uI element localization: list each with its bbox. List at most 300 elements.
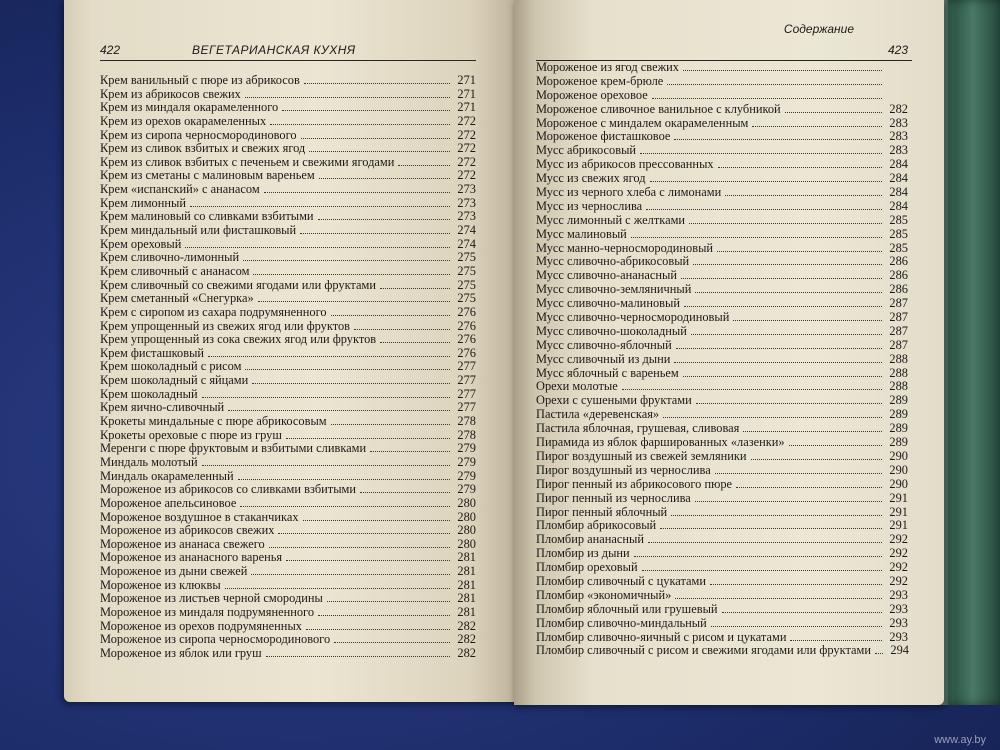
toc-dot-leader xyxy=(689,223,882,224)
toc-entry-title: Пирог пенный яблочный xyxy=(536,504,668,519)
toc-entry-page: 279 xyxy=(457,482,476,497)
toc-dot-leader xyxy=(693,264,882,265)
toc-entry-page: 280 xyxy=(457,523,476,538)
toc-entry-title: Крем сливочный со свежими ягодами или фруктами xyxy=(100,277,376,292)
toc-entry-title: Крокеты миндальные с пюре абрикосовым xyxy=(100,414,327,429)
toc-entry xyxy=(536,631,908,645)
toc-entry-title: Мороженое воздушное в стаканчиках xyxy=(100,509,299,524)
toc-entry xyxy=(100,374,476,388)
toc-entry-title: Мусс из абрикосов прессованных xyxy=(536,157,714,172)
toc-entry-title: Крем сливочный с ананасом xyxy=(100,263,250,278)
toc-entry xyxy=(536,450,908,464)
toc-dot-leader xyxy=(667,84,882,85)
toc-entry-title: Крем из миндаля окарамеленного xyxy=(100,100,279,115)
toc-entry-page: 287 xyxy=(889,310,908,325)
toc-entry-title: Миндаль окарамеленный xyxy=(100,468,234,483)
toc-entry-page: 282 xyxy=(457,645,476,660)
toc-dot-leader xyxy=(306,629,450,630)
toc-entry-title: Пломбир «экономичный» xyxy=(536,587,672,602)
toc-entry xyxy=(536,339,908,353)
toc-entry-title: Пломбир ананасный xyxy=(536,532,645,547)
toc-entry-page: 290 xyxy=(889,448,908,463)
toc-entry xyxy=(536,547,908,561)
toc-entry xyxy=(100,101,476,115)
toc-entry-page: 276 xyxy=(457,332,476,347)
toc-dot-leader xyxy=(640,153,882,154)
toc-dot-leader xyxy=(252,383,450,384)
toc-entry-title: Мусс сливочно-яблочный xyxy=(536,337,672,352)
toc-entry-page: 287 xyxy=(889,296,908,311)
toc-entry xyxy=(100,169,476,183)
toc-entry-page: 286 xyxy=(889,268,908,283)
toc-entry xyxy=(100,306,476,320)
toc-entry-page: 284 xyxy=(889,157,908,172)
toc-entry-page: 293 xyxy=(889,587,908,602)
toc-entry-page: 271 xyxy=(457,100,476,115)
toc-entry-title: Крем ореховый xyxy=(100,236,182,251)
toc-entry-page: 293 xyxy=(889,601,908,616)
toc-entry-title: Мороженое из листьев черной смородины xyxy=(100,591,323,606)
toc-entry-page: 273 xyxy=(457,182,476,197)
toc-dot-leader xyxy=(286,438,450,439)
toc-entry xyxy=(536,561,908,575)
toc-entry-page: 284 xyxy=(889,171,908,186)
toc-dot-leader xyxy=(398,165,450,166)
toc-entry xyxy=(536,200,908,214)
toc-dot-leader xyxy=(736,487,882,488)
toc-entry xyxy=(100,579,476,593)
toc-entry-title: Крем сметанный «Снегурка» xyxy=(100,291,254,306)
toc-dot-leader xyxy=(675,598,882,599)
toc-dot-leader xyxy=(190,206,450,207)
toc-entry-page: 294 xyxy=(890,643,909,658)
toc-entry-page: 279 xyxy=(457,468,476,483)
toc-entry xyxy=(100,360,476,374)
toc-dot-leader xyxy=(202,465,450,466)
toc-entry xyxy=(536,89,908,103)
toc-entry xyxy=(100,551,476,565)
toc-entry xyxy=(100,74,476,88)
toc-entry-page: 277 xyxy=(457,386,476,401)
toc-entry-title: Миндаль молотый xyxy=(100,454,198,469)
toc-entry xyxy=(536,464,908,478)
toc-entry-page: 289 xyxy=(889,421,908,436)
toc-entry xyxy=(536,158,908,172)
toc-dot-leader xyxy=(718,167,882,168)
toc-entry-page: 271 xyxy=(457,73,476,87)
toc-entry xyxy=(100,470,476,484)
toc-entry-page: 284 xyxy=(889,185,908,200)
toc-entry xyxy=(100,115,476,129)
toc-dot-leader xyxy=(660,528,882,529)
left-page-number: 422 xyxy=(100,43,121,57)
toc-dot-leader xyxy=(722,612,882,613)
toc-entry-title: Мороженое из ягод свежих xyxy=(536,60,679,74)
toc-entry-page: 281 xyxy=(457,577,476,592)
toc-entry-title: Мороженое из абрикосов свежих xyxy=(100,523,275,538)
toc-entry-page: 280 xyxy=(457,536,476,551)
toc-dot-leader xyxy=(691,334,882,335)
toc-dot-leader xyxy=(652,98,882,99)
toc-dot-leader xyxy=(695,501,882,502)
toc-entry-title: Крем из орехов окарамеленных xyxy=(100,113,267,128)
toc-entry-title: Мусс абрикосовый xyxy=(536,143,637,158)
toc-dot-leader xyxy=(208,356,450,357)
toc-entry-title: Пломбир яблочный или грушевый xyxy=(536,601,718,616)
toc-entry xyxy=(536,228,908,242)
toc-entry-page: 281 xyxy=(457,604,476,619)
toc-entry-title: Мусс яблочный с вареньем xyxy=(536,365,679,380)
toc-dot-leader xyxy=(334,642,450,643)
toc-dot-leader xyxy=(785,112,882,113)
toc-dot-leader xyxy=(245,369,450,370)
toc-entry-page: 274 xyxy=(457,223,476,238)
toc-entry-title: Крем «испанский» с ананасом xyxy=(100,182,260,197)
toc-entry xyxy=(536,61,908,75)
toc-entry-title: Мороженое из яблок или груш xyxy=(100,645,262,660)
toc-entry-title: Мороженое апельсиновое xyxy=(100,495,237,510)
toc-dot-leader xyxy=(300,233,450,234)
toc-entry-title: Крем яично-сливочный xyxy=(100,400,225,415)
toc-entry-title: Крем сливочно-лимонный xyxy=(100,250,240,265)
toc-entry-title: Крем упрощенный из сока свежих ягод или фруктов xyxy=(100,332,377,347)
toc-entry-title: Пирог пенный из абрикосового пюре xyxy=(536,476,733,491)
toc-dot-leader xyxy=(225,588,450,589)
toc-dot-leader xyxy=(202,397,450,398)
toc-entry-page: 282 xyxy=(889,101,908,116)
toc-entry xyxy=(536,186,908,200)
toc-entry xyxy=(536,144,908,158)
toc-entry xyxy=(100,251,476,265)
toc-dot-leader xyxy=(354,329,450,330)
toc-entry-title: Крем из сиропа черносмородинового xyxy=(100,127,297,142)
toc-entry-title: Крем лимонный xyxy=(100,195,186,210)
toc-entry xyxy=(536,103,908,117)
toc-entry-title: Мороженое из сиропа черносмородинового xyxy=(100,632,331,647)
toc-entry-title: Мороженое ореховое xyxy=(536,87,648,102)
toc-entry xyxy=(536,269,908,283)
toc-dot-leader xyxy=(743,431,882,432)
toc-entry xyxy=(536,519,908,533)
toc-entry-title: Меренги с пюре фруктовым и взбитыми сливками xyxy=(100,441,367,456)
toc-entry-title: Крем с сиропом из сахара подрумяненного xyxy=(100,304,327,319)
toc-entry-page: 274 xyxy=(457,236,476,251)
toc-entry-page: 271 xyxy=(457,86,476,101)
toc-dot-leader xyxy=(696,403,882,404)
toc-entry xyxy=(100,442,476,456)
toc-dot-leader xyxy=(642,570,882,571)
toc-dot-leader xyxy=(790,640,882,641)
toc-entry-title: Мусс сливочно-ананасный xyxy=(536,268,677,283)
toc-entry-title: Мусс из чернослива xyxy=(536,198,643,213)
toc-dot-leader xyxy=(380,288,450,289)
toc-entry-title: Пломбир сливочно-миндальный xyxy=(536,615,707,630)
toc-dot-leader xyxy=(789,445,882,446)
toc-entry xyxy=(100,633,476,647)
toc-entry-page: 285 xyxy=(889,212,908,227)
toc-dot-leader xyxy=(270,124,450,125)
toc-entry-page: 286 xyxy=(889,282,908,297)
toc-entry-title: Мусс из черного хлеба с лимонами xyxy=(536,185,722,200)
right-toc-list xyxy=(536,61,908,658)
toc-entry-title: Крем из сметаны с малиновым вареньем xyxy=(100,168,315,183)
toc-dot-leader xyxy=(253,274,450,275)
toc-entry-title: Крокеты ореховые с пюре из груш xyxy=(100,427,282,442)
toc-entry xyxy=(100,292,476,306)
toc-dot-leader xyxy=(327,601,450,602)
toc-dot-leader xyxy=(303,520,450,521)
toc-entry-page: 275 xyxy=(457,277,476,292)
toc-entry xyxy=(536,325,908,339)
toc-entry-title: Мороженое из абрикосов со сливками взбитыми xyxy=(100,482,356,497)
toc-entry-page: 292 xyxy=(889,573,908,588)
toc-entry xyxy=(536,644,908,658)
toc-dot-leader xyxy=(266,656,450,657)
toc-entry-page: 282 xyxy=(457,618,476,633)
toc-entry-title: Мороженое крем-брюле xyxy=(536,73,664,88)
toc-entry-page: 286 xyxy=(889,254,908,269)
toc-entry-page: 276 xyxy=(457,304,476,319)
toc-entry xyxy=(100,142,476,156)
toc-entry xyxy=(100,197,476,211)
toc-entry-title: Пирог воздушный из чернослива xyxy=(536,462,711,477)
toc-entry xyxy=(100,129,476,143)
toc-dot-leader xyxy=(309,151,450,152)
toc-entry-title: Орехи с сушеными фруктами xyxy=(536,393,692,408)
toc-entry-page: 283 xyxy=(889,143,908,158)
toc-entry-title: Мусс малиновый xyxy=(536,226,627,241)
toc-entry-title: Крем из абрикосов свежих xyxy=(100,86,241,101)
toc-entry xyxy=(100,265,476,279)
toc-dot-leader xyxy=(304,83,450,84)
right-page xyxy=(514,0,944,705)
toc-entry-page: 276 xyxy=(457,318,476,333)
toc-entry xyxy=(100,388,476,402)
toc-entry xyxy=(100,606,476,620)
toc-entry-title: Пломбир из дыни xyxy=(536,546,630,561)
toc-entry xyxy=(536,75,908,89)
toc-entry xyxy=(536,283,908,297)
toc-entry-page: 288 xyxy=(889,365,908,380)
toc-entry xyxy=(100,483,476,497)
toc-dot-leader xyxy=(648,542,882,543)
toc-entry xyxy=(100,156,476,170)
toc-entry-page: 272 xyxy=(457,127,476,142)
toc-entry-title: Мороженое из дыни свежей xyxy=(100,564,248,579)
toc-entry-title: Крем шоколадный с рисом xyxy=(100,359,242,374)
toc-dot-leader xyxy=(733,320,882,321)
toc-entry xyxy=(536,492,908,506)
toc-dot-leader xyxy=(717,251,882,252)
toc-entry-page: 280 xyxy=(457,509,476,524)
toc-entry-page: 281 xyxy=(457,591,476,606)
toc-dot-leader xyxy=(301,138,450,139)
toc-dot-leader xyxy=(671,515,882,516)
toc-entry xyxy=(100,415,476,429)
toc-entry xyxy=(100,511,476,525)
toc-entry xyxy=(100,401,476,415)
watermark: www.ay.by xyxy=(934,734,986,746)
toc-entry-page: 278 xyxy=(457,414,476,429)
toc-dot-leader xyxy=(650,181,882,182)
toc-dot-leader xyxy=(380,342,450,343)
toc-dot-leader xyxy=(264,192,450,193)
left-page-header xyxy=(100,38,476,61)
toc-entry-page: 285 xyxy=(889,240,908,255)
toc-dot-leader xyxy=(725,195,882,196)
left-page xyxy=(64,0,526,702)
toc-dot-leader xyxy=(238,479,450,480)
toc-entry xyxy=(536,172,908,186)
toc-entry-title: Крем миндальный или фисташковый xyxy=(100,223,297,238)
toc-entry-title: Крем малиновый со сливками взбитыми xyxy=(100,209,314,224)
toc-entry xyxy=(100,333,476,347)
toc-entry xyxy=(536,436,908,450)
toc-entry-title: Крем шоколадный с яйцами xyxy=(100,373,249,388)
toc-dot-leader xyxy=(360,492,450,493)
toc-entry-page: 288 xyxy=(889,379,908,394)
toc-entry-title: Пастила «деревенская» xyxy=(536,407,660,422)
toc-dot-leader xyxy=(243,260,450,261)
toc-entry-title: Мороженое с миндалем окарамеленным xyxy=(536,115,749,130)
toc-dot-leader xyxy=(710,584,882,585)
toc-dot-leader xyxy=(278,533,450,534)
toc-entry xyxy=(100,456,476,470)
toc-entry-page: 289 xyxy=(889,435,908,450)
toc-dot-leader xyxy=(683,70,882,71)
toc-entry xyxy=(536,130,908,144)
toc-entry xyxy=(100,183,476,197)
toc-entry xyxy=(100,238,476,252)
toc-entry xyxy=(100,279,476,293)
toc-entry xyxy=(100,497,476,511)
toc-entry-page: 277 xyxy=(457,373,476,388)
toc-entry-title: Мусс сливочный из дыни xyxy=(536,351,671,366)
toc-entry-title: Пломбир сливочный с рисом и свежими ягодами или фруктами xyxy=(536,643,871,658)
toc-entry xyxy=(536,353,908,367)
toc-entry-title: Орехи молотые xyxy=(536,379,618,394)
toc-dot-leader xyxy=(331,424,450,425)
toc-entry-page: 289 xyxy=(889,393,908,408)
toc-entry xyxy=(536,380,908,394)
toc-entry-title: Мусс сливочно-малиновый xyxy=(536,296,680,311)
toc-entry xyxy=(100,88,476,102)
toc-entry xyxy=(100,647,476,661)
toc-dot-leader xyxy=(318,615,450,616)
toc-entry-page: 278 xyxy=(457,427,476,442)
toc-entry-page: 292 xyxy=(889,560,908,575)
toc-entry xyxy=(100,538,476,552)
toc-entry-title: Крем шоколадный xyxy=(100,386,198,401)
toc-entry xyxy=(536,603,908,617)
toc-dot-leader xyxy=(331,315,450,316)
toc-entry-page: 277 xyxy=(457,359,476,374)
toc-entry xyxy=(536,394,908,408)
toc-entry-title: Крем упрощенный из свежих ягод или фруктов xyxy=(100,318,351,333)
toc-entry-title: Мусс манно-черносмородиновый xyxy=(536,240,714,255)
toc-entry-title: Крем из сливок взбитых и свежих ягод xyxy=(100,141,306,156)
toc-entry-page: 287 xyxy=(889,337,908,352)
toc-entry-page: 275 xyxy=(457,291,476,306)
toc-entry-page: 290 xyxy=(889,476,908,491)
toc-dot-leader xyxy=(228,410,450,411)
toc-entry xyxy=(100,620,476,634)
toc-dot-leader xyxy=(318,219,450,220)
toc-entry xyxy=(100,565,476,579)
toc-entry xyxy=(536,117,908,131)
toc-entry xyxy=(100,429,476,443)
toc-entry-title: Пломбир ореховый xyxy=(536,560,638,575)
toc-entry xyxy=(100,224,476,238)
toc-entry-page: 272 xyxy=(457,154,476,169)
toc-dot-leader xyxy=(646,209,882,210)
toc-entry xyxy=(536,575,908,589)
toc-entry-page: 272 xyxy=(457,168,476,183)
toc-dot-leader xyxy=(875,653,883,654)
toc-entry-page: 291 xyxy=(889,490,908,505)
toc-entry-page: 283 xyxy=(889,129,908,144)
toc-entry-title: Пломбир абрикосовый xyxy=(536,518,657,533)
toc-entry-page: 281 xyxy=(457,550,476,565)
toc-entry-title: Мусс сливочно-абрикосовый xyxy=(536,254,690,269)
toc-entry-page: 280 xyxy=(457,495,476,510)
toc-entry-title: Мусс сливочно-черносмородиновый xyxy=(536,310,730,325)
toc-dot-leader xyxy=(240,506,450,507)
toc-entry xyxy=(536,214,908,228)
toc-entry-title: Крем из сливок взбитых с печеньем и свежими ягодами xyxy=(100,154,395,169)
toc-entry-title: Пирог воздушный из свежей земляники xyxy=(536,448,747,463)
toc-entry-title: Пирамида из яблок фаршированных «лазенки» xyxy=(536,435,785,450)
toc-entry-title: Пастила яблочная, грушевая, сливовая xyxy=(536,421,740,436)
toc-entry xyxy=(536,589,908,603)
toc-dot-leader xyxy=(684,306,882,307)
toc-dot-leader xyxy=(286,560,450,561)
toc-entry xyxy=(536,422,908,436)
toc-entry-title: Мороженое из орехов подрумяненных xyxy=(100,618,302,633)
toc-entry-page: 287 xyxy=(889,323,908,338)
toc-dot-leader xyxy=(251,574,450,575)
toc-entry-title: Мороженое фисташковое xyxy=(536,129,671,144)
toc-dot-leader xyxy=(185,247,450,248)
toc-dot-leader xyxy=(711,626,882,627)
toc-dot-leader xyxy=(622,389,882,390)
toc-dot-leader xyxy=(752,126,882,127)
toc-entry-page: 272 xyxy=(457,113,476,128)
toc-entry xyxy=(536,297,908,311)
toc-entry xyxy=(536,367,908,381)
toc-entry-page: 282 xyxy=(457,632,476,647)
toc-dot-leader xyxy=(695,292,882,293)
toc-entry xyxy=(100,592,476,606)
toc-entry xyxy=(536,311,908,325)
toc-entry-title: Пломбир сливочный с цукатами xyxy=(536,573,707,588)
toc-dot-leader xyxy=(319,178,450,179)
toc-entry-page: 273 xyxy=(457,195,476,210)
toc-dot-leader xyxy=(258,301,450,302)
toc-entry xyxy=(536,478,908,492)
toc-dot-leader xyxy=(282,110,450,111)
toc-entry-title: Мороженое из ананаса свежего xyxy=(100,536,265,551)
toc-entry-page: 283 xyxy=(889,115,908,130)
toc-entry-page: 292 xyxy=(889,532,908,547)
toc-dot-leader xyxy=(663,417,882,418)
toc-entry xyxy=(536,506,908,520)
toc-dot-leader xyxy=(674,139,882,140)
toc-dot-leader xyxy=(674,362,882,363)
toc-entry-title: Мороженое сливочное ванильное с клубникой xyxy=(536,101,781,116)
toc-entry-page: 275 xyxy=(457,263,476,278)
right-running-title: Содержание xyxy=(783,22,854,36)
